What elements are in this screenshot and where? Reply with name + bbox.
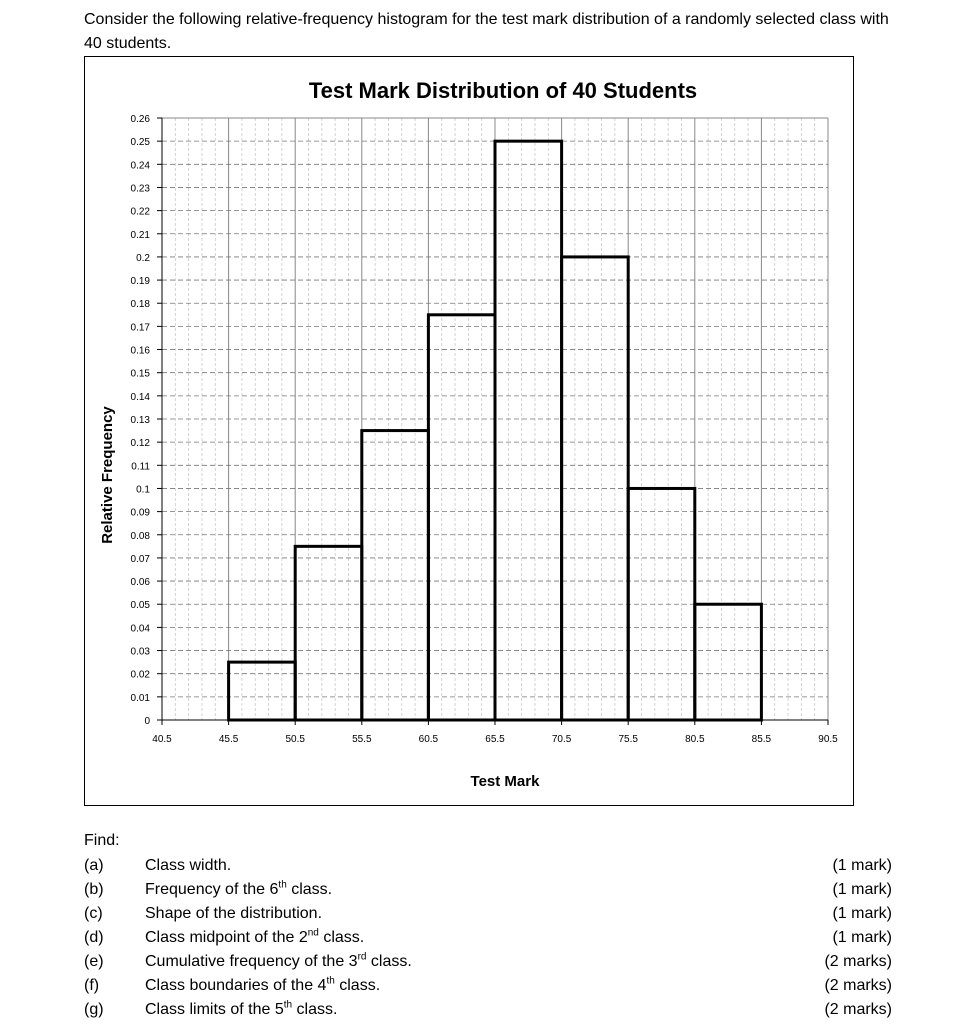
ordinal-suffix: th (326, 975, 335, 987)
y-tick-label: 0.24 (130, 160, 150, 172)
chart-title: Test Mark Distribution of 40 Students (308, 78, 698, 103)
x-tick-label: 40.5 (152, 734, 172, 745)
question-row (84, 880, 892, 904)
y-tick-label: 0.22 (130, 206, 150, 218)
y-tick-label: 0.08 (130, 530, 150, 542)
y-tick-label: 0.14 (130, 391, 150, 403)
y-tick-label: 0.23 (130, 183, 150, 195)
question-row (84, 856, 892, 880)
question-letter: (f) (84, 977, 100, 994)
y-tick-label: 0.15 (130, 368, 150, 380)
x-tick-labels (152, 734, 838, 745)
intro-text: Consider the following relative-frequency histogram for the test mark distribution of a randomly selected class with 40 students. (84, 11, 889, 52)
question-text: Frequency of the 6th class. (145, 879, 333, 898)
x-axis-label: Test Mark (470, 773, 540, 790)
histogram-bar (295, 546, 362, 720)
question-marks: (1 mark) (832, 857, 892, 874)
x-tick-label: 75.5 (618, 734, 638, 745)
y-tick-labels (131, 114, 151, 727)
histogram-bar (428, 315, 495, 720)
x-tick-label: 80.5 (685, 734, 705, 745)
y-tick-label: 0.13 (130, 415, 150, 426)
y-tick-label: 0.19 (130, 276, 150, 288)
question-text: Class width. (145, 857, 232, 874)
question-text: Cumulative frequency of the 3rd class. (145, 951, 412, 970)
x-tick-label: 45.5 (218, 734, 239, 745)
question-letter: (a) (84, 857, 104, 874)
question-marks: (2 marks) (824, 953, 892, 970)
histogram-bar (229, 662, 296, 720)
y-tick-label: 0.01 (130, 692, 150, 704)
question-marks: (1 mark) (832, 929, 892, 946)
y-tick-label: 0.04 (130, 623, 150, 635)
y-tick-label: 0.07 (130, 553, 150, 565)
y-tick-label: 0.21 (130, 229, 150, 241)
y-tick-label: 0.1 (136, 484, 150, 496)
x-tick-label: 90.5 (818, 734, 838, 745)
histogram-bar (695, 604, 762, 720)
y-tick-label: 0.06 (130, 577, 150, 589)
ordinal-suffix: rd (357, 951, 367, 963)
y-tick-label: 0.02 (130, 669, 150, 681)
question-marks: (1 mark) (832, 881, 892, 898)
question-marks: (1 mark) (832, 905, 892, 922)
histogram-bar (495, 141, 562, 720)
question-text: Class boundaries of the 4th class. (145, 975, 381, 994)
question-row (84, 904, 892, 928)
x-tick-label: 50.5 (285, 734, 305, 745)
ordinal-suffix: th (278, 879, 287, 891)
question-row (84, 976, 892, 1000)
y-tick-label: 0.26 (130, 114, 150, 125)
y-tick-label: 0.05 (130, 600, 150, 612)
question-letter: (b) (84, 881, 104, 898)
y-tick-label: 0.17 (130, 322, 150, 334)
y-tick-label: 0.2 (136, 252, 150, 264)
y-axis-label: Relative Frequency (99, 406, 116, 544)
x-tick-label: 55.5 (352, 734, 372, 745)
y-tick-label: 0.09 (130, 507, 150, 519)
histogram-chart (84, 56, 854, 806)
x-tick-label: 85.5 (751, 734, 772, 745)
ordinal-suffix: nd (307, 927, 319, 939)
y-tick-label: 0.12 (130, 438, 150, 450)
y-tick-label: 0 (144, 716, 150, 727)
question-text: Shape of the distribution. (145, 905, 323, 922)
ordinal-suffix: th (283, 999, 293, 1011)
x-tick-label: 70.5 (551, 734, 572, 745)
y-tick-label: 0.25 (130, 137, 150, 149)
y-tick-label: 0.03 (130, 646, 150, 658)
question-letter: (g) (84, 1001, 104, 1018)
axes (157, 118, 828, 725)
y-tick-label: 0.18 (130, 299, 150, 311)
find-label: Find: (84, 832, 120, 849)
y-tick-label: 0.16 (130, 345, 150, 357)
question-row (84, 1000, 892, 1024)
question-row (84, 928, 892, 952)
y-tick-label: 0.11 (131, 461, 150, 473)
question-letter: (e) (84, 953, 104, 970)
question-letter: (d) (84, 929, 104, 946)
question-text: Class limits of the 5th class. (145, 999, 338, 1018)
question-list (84, 856, 892, 1024)
question-letter: (c) (84, 905, 103, 922)
question-marks: (2 marks) (824, 1001, 892, 1018)
question-text: Class midpoint of the 2nd class. (145, 927, 365, 946)
histogram-bar (362, 431, 429, 720)
question-row (84, 952, 892, 976)
question-marks: (2 marks) (824, 977, 892, 994)
x-tick-label: 65.5 (485, 734, 505, 745)
x-tick-label: 60.5 (418, 734, 439, 745)
